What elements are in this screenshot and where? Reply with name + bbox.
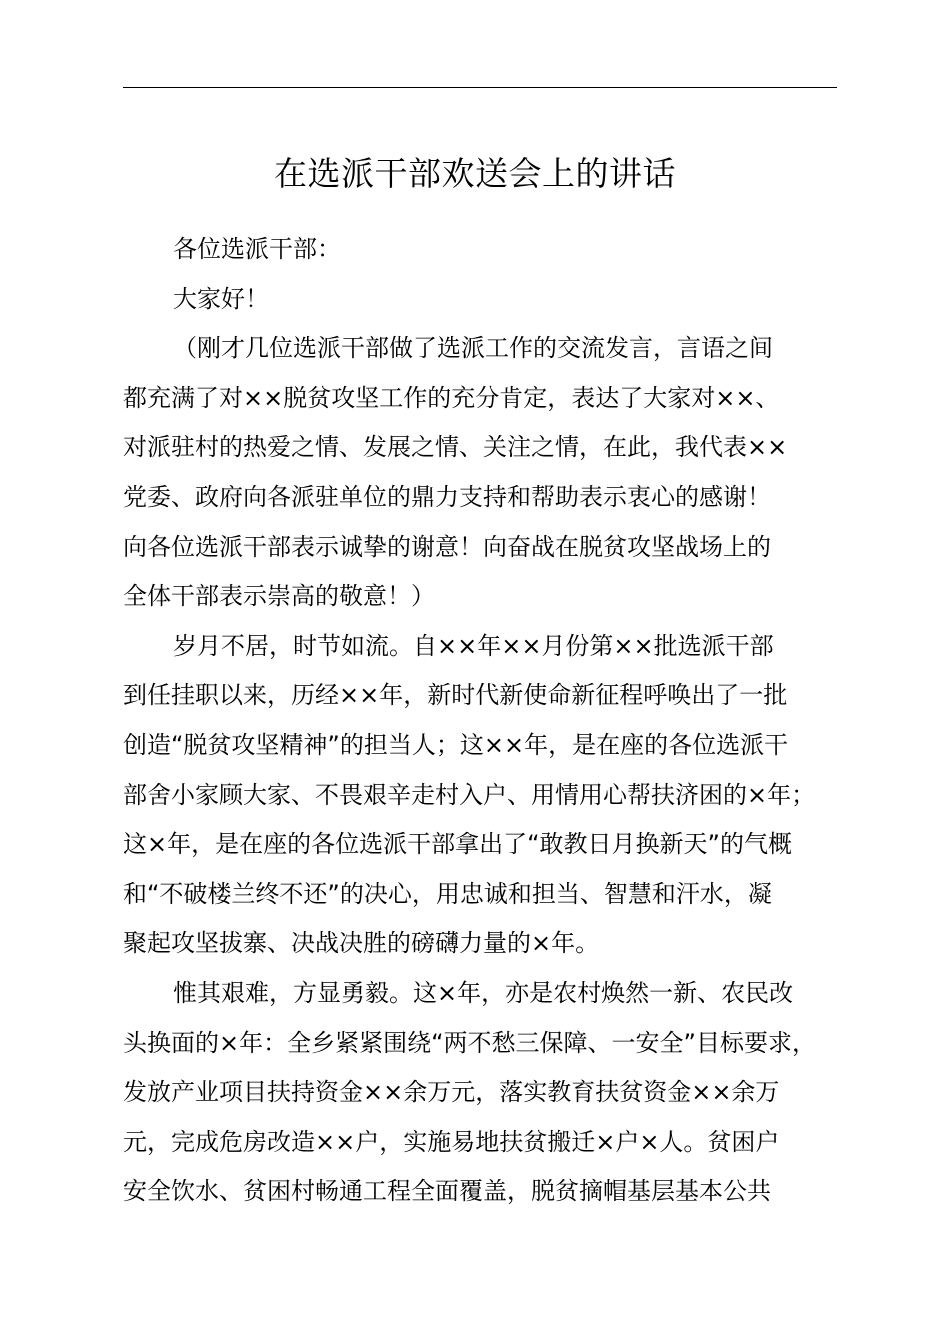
text-line: 聚起攻坚拔寨、决战决胜的磅礴力量的×年。 <box>123 929 600 958</box>
text-line: 岁月不居，时节如流。自××年××月份第××批选派干部 <box>173 631 774 660</box>
text-line: 大家好！ <box>173 284 269 313</box>
text-line: 这×年，是在座的各位选派干部拿出了“敢教日月换新天”的气概 <box>123 830 792 859</box>
text-line: 到任挂职以来，历经××年，新时代新使命新征程呼唤出了一批 <box>123 681 788 710</box>
text-line: 党委、政府向各派驻单位的鼎力支持和帮助表示衷心的感谢！ <box>123 482 771 511</box>
text-line: 惟其艰难，方显勇毅。这×年，亦是农村焕然一新、农民改 <box>173 978 794 1007</box>
text-line: 对派驻村的热爱之情、发展之情、关注之情，在此，我代表×× <box>123 433 788 462</box>
text-line: 都充满了对××脱贫攻坚工作的充分肯定，表达了大家对××、 <box>123 383 780 412</box>
text-line: 各位选派干部： <box>173 235 341 263</box>
text-line: 创造“脱贫攻坚精神”的担当人；这××年，是在座的各位选派干 <box>123 730 789 759</box>
text-line: 全体干部表示崇高的敬意！） <box>123 582 435 611</box>
text-line: 安全饮水、贫困村畅通工程全面覆盖，脱贫摘帽基层基本公共 <box>123 1177 771 1206</box>
text-line: 向各位选派干部表示诚挚的谢意！向奋战在脱贫攻坚战场上的 <box>123 532 771 561</box>
text-line: 部舍小家顾大家、不畏艰辛走村入户、用情用心帮扶济困的×年； <box>123 780 816 809</box>
header-rule <box>123 87 837 88</box>
document-title: 在选派干部欢送会上的讲话 <box>274 154 676 193</box>
text-line: 和“不破楼兰终不还”的决心，用忠诚和担当、智慧和汗水，凝 <box>123 879 772 908</box>
text-line: （刚才几位选派干部做了选派工作的交流发言，言语之间 <box>173 334 773 363</box>
document-body <box>123 225 868 1217</box>
text-line: 发放产业项目扶持资金××余万元，落实教育扶贫资金××余万 <box>123 1078 780 1107</box>
text-line: 头换面的×年：全乡紧紧围绕“两不愁三保障、一安全”目标要求， <box>123 1028 816 1057</box>
text-line: 元，完成危房改造××户，实施易地扶贫搬迁×户×人。贫困户 <box>123 1127 780 1156</box>
